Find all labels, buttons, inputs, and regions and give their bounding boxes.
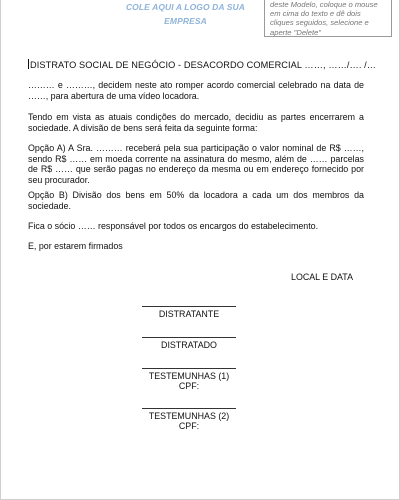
paragraph-5: Fica o sócio …… responsável por todos os encargos do estabelecimento. — [28, 221, 319, 231]
paragraph-4: Opção B) Divisão dos bens em 50% da locadora a cada um dos membros da sociedade. — [28, 190, 364, 211]
signature-distratado — [142, 337, 236, 350]
paragraph-6: E, por estarem firmados — [28, 241, 123, 251]
text-cursor — [28, 59, 29, 69]
signature-line — [142, 368, 236, 369]
local-date: LOCAL E DATA — [291, 272, 353, 282]
paragraph-1: ……… e ………, decidem neste ato romper acordo comercial celebrado na data de ……, para abertura de uma vídeo locadora. — [28, 80, 364, 101]
paragraph-3: Opção A) A Sra. ……… receberá pela sua participação o valor nominal de R$ ……, sendo R$ …… em moeda corrente na assinatura do mesmo, além de …… parcelas de R$ …… que serão pagas no endereço da mesma ou em endereço fornecido por seu procurador. — [28, 143, 364, 185]
signature-cpf: CPF: — [178, 381, 200, 391]
signature-label: TESTEMUNHAS (1) — [148, 371, 230, 381]
instruction-note[interactable]: deste Modelo, coloque o mouse em cima do texto e dê dois cliques seguidos, selecione e aperte "Delete" — [264, 0, 392, 37]
signature-distratante — [142, 306, 236, 319]
logo-placeholder[interactable]: COLE AQUI A LOGO DA SUA EMPRESA — [125, 2, 246, 26]
signature-cpf: CPF: — [178, 421, 200, 431]
document-title[interactable] — [28, 59, 376, 70]
signature-label: DISTRATANTE — [158, 309, 220, 319]
document-title-text: DISTRATO SOCIAL DE NEGÓCIO - DESACORDO COMERCIAL ……, ……/…. /… — [30, 60, 377, 70]
paragraph-2: Tendo em vista as atuais condições do mercado, decidiu as partes encerrarem a sociedade. A divisão de bens será feita da seguinte forma: — [28, 112, 364, 133]
signature-label: TESTEMUNHAS (2) — [148, 411, 230, 421]
signature-line — [142, 337, 236, 338]
signature-label: DISTRATADO — [161, 340, 217, 350]
signature-line — [142, 306, 236, 307]
signature-line — [142, 408, 236, 409]
signature-testemunha-1 — [142, 368, 236, 391]
signature-testemunha-2 — [142, 408, 236, 431]
